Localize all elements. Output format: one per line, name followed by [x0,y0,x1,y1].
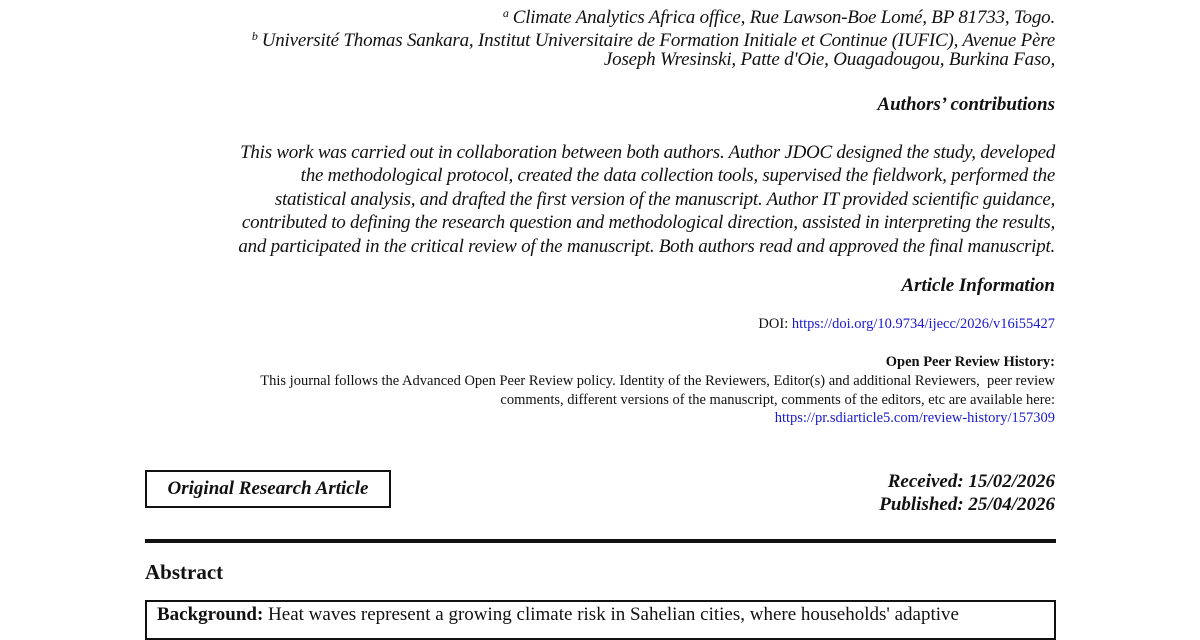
peer-review-link[interactable]: https://pr.sdiarticle5.com/review-history/157309 [774,410,1055,426]
contributions-line: and participated in the critical review of the manuscript. Both authors read and approved the final manuscript. [238,235,1055,257]
contributions-line: statistical analysis, and drafted the first version of the manuscript. Author IT provided scientific guidance, [274,188,1055,210]
abstract-background-label: Background: [157,604,264,625]
peer-review-line: comments, different versions of the manuscript, comments of the editors, etc are available here: [500,391,1055,408]
affiliation-text: Université Thomas Sankara, Institut Universitaire de Formation Initiale et Continue (IUFIC), Avenue Père [261,30,1055,51]
article-type-badge: Original Research Article [145,470,391,508]
contributions-line: This work was carried out in collaboration between both authors. Author JDOC designed the study, developed [240,142,1055,163]
article-dates [879,470,1055,516]
affiliation-text: Joseph Wresinski, Patte d'Oie, Ouagadougou, Burkina Faso, [603,49,1055,70]
affiliation-marker: b [251,29,258,43]
received-date: Received: 15/02/2026 [887,471,1055,492]
contributions-heading: Authors’ contributions [877,94,1055,115]
peer-review-text [155,372,1055,428]
doi [758,316,1055,333]
article-information-heading: Article Information [901,275,1055,296]
contributions-text [150,141,1055,258]
contributions-line: contributed to defining the research question and methodological direction, assisted in interpreting the results, [241,212,1055,234]
peer-review-heading: Open Peer Review History: [885,354,1055,370]
doi-label: DOI: [758,316,792,332]
affiliation-marker: a [502,6,509,20]
abstract-background-text: Heat waves represent a growing climate risk in Sahelian cities, where households' adaptive [263,604,959,625]
section-divider [145,539,1056,543]
contributions-line: the methodological protocol, created the data collection tools, supervised the fieldwork, performed the [300,165,1055,187]
affiliation-text: Climate Analytics Africa office, Rue Lawson-Boe Lomé, BP 81733, Togo. [512,7,1055,28]
abstract-heading: Abstract [145,560,224,584]
published-date: Published: 25/04/2026 [879,494,1055,515]
abstract-box [145,600,1056,640]
affiliation-b-continued [135,48,1055,71]
peer-review-line: This journal follows the Advanced Open Peer Review policy. Identity of the Reviewers, Editor(s) and additional Reviewers, peer review [260,373,1055,389]
doi-link[interactable]: https://doi.org/10.9734/ijecc/2026/v16i55427 [791,316,1055,332]
